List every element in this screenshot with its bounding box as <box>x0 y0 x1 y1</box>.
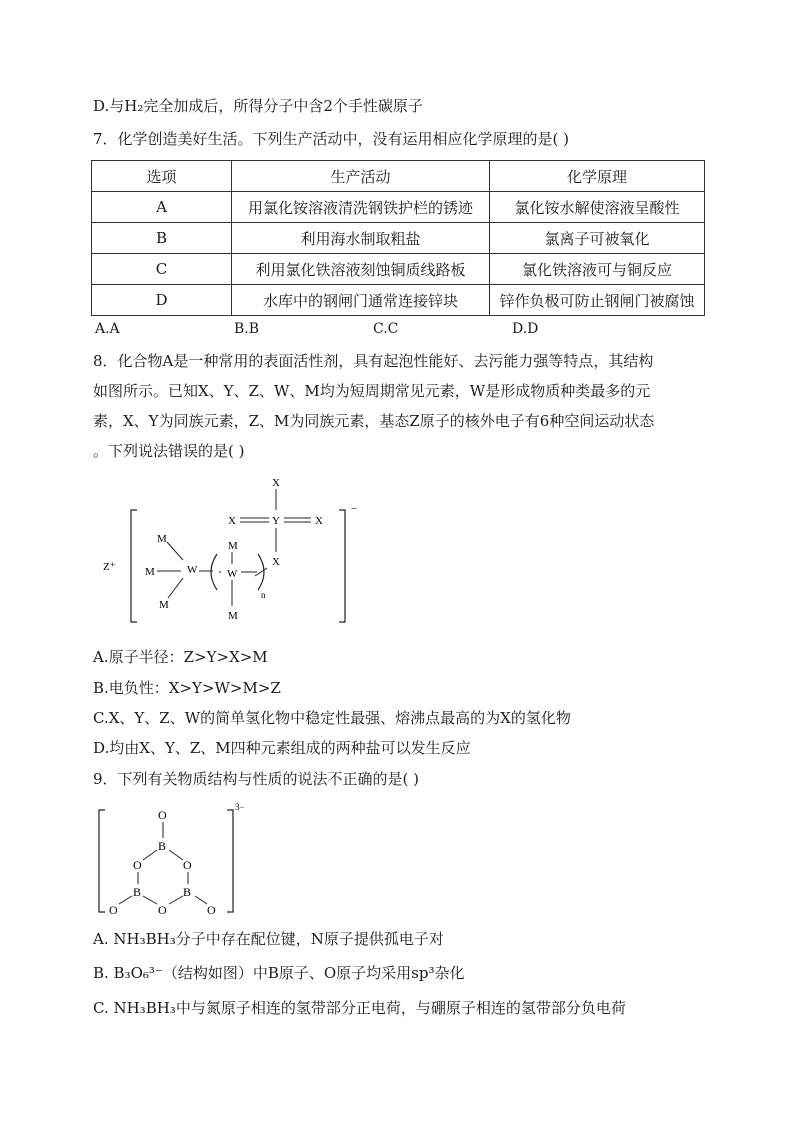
atom-m: M <box>159 599 169 611</box>
q9-structure-diagram <box>95 800 265 920</box>
bond <box>169 896 183 904</box>
q8-structure-diagram <box>95 472 375 632</box>
table-row <box>92 192 705 223</box>
bond <box>119 896 132 904</box>
q8-option-c[interactable]: C.X、Y、Z、W的简单氢化物中稳定性最强、熔沸点最高的为X的氢化物 <box>93 709 571 727</box>
table-header: 化学原理 <box>490 161 705 192</box>
bond <box>167 542 183 560</box>
table-header-row <box>92 161 705 192</box>
right-bracket <box>227 810 233 912</box>
atom-m: M <box>228 540 238 552</box>
table-row <box>92 254 705 285</box>
right-bracket <box>339 510 345 622</box>
paren-left <box>211 554 217 590</box>
atom-x-left: X <box>228 515 236 527</box>
atom-o-bottom: O <box>158 903 167 917</box>
atom-m: M <box>145 566 155 578</box>
bond <box>143 896 157 904</box>
table-header: 生产活动 <box>232 161 490 192</box>
q6-option-d: D.与H₂完全加成后，所得分子中含2个手性碳原子 <box>93 97 423 115</box>
q7-stem: 7．化学创造美好生活。下列生产活动中，没有运用相应化学原理的是( ) <box>93 130 570 148</box>
table-cell: 氯化铵水解使溶液呈酸性 <box>490 192 705 223</box>
bond <box>195 896 207 904</box>
atom-b-top: B <box>158 839 167 853</box>
atom-x-lower: X <box>272 556 280 568</box>
q9-option-b[interactable]: B. B₃O₆³⁻（结构如图）中B原子、O原子均采用sp³杂化 <box>93 964 465 982</box>
q8-stem-line3: 素，X、Y为同族元素，Z、M为同族元素，基态Z原子的核外电子有6种空间运动状态 <box>93 412 655 430</box>
atom-y: Y <box>272 515 280 527</box>
table-cell: 氯离子可被氧化 <box>490 223 705 254</box>
table-cell: A <box>92 192 232 223</box>
choice-a[interactable]: A.A <box>95 321 120 337</box>
charge-label: 3− <box>235 802 245 812</box>
atom-w: W <box>187 564 198 576</box>
bond <box>143 850 157 860</box>
table-cell: 利用氯化铁溶液刻蚀铜质线路板 <box>232 254 490 285</box>
choice-c[interactable]: C.C <box>373 321 399 337</box>
atom-b-left: B <box>133 885 142 899</box>
atom-w: W <box>227 568 238 580</box>
bond <box>169 850 183 860</box>
q8-stem-line2: 如图所示。已知X、Y、Z、W、M均为短周期常见元素，W是形成物质种类最多的元 <box>93 382 651 400</box>
q9-stem: 9．下列有关物质结构与性质的说法不正确的是( ) <box>93 770 420 788</box>
table-cell: C <box>92 254 232 285</box>
table-row <box>92 285 705 316</box>
table-cell: D <box>92 285 232 316</box>
table-cell: 锌作负极可防止钢闸门被腐蚀 <box>490 285 705 316</box>
table-cell: 氯化铁溶液可与铜反应 <box>490 254 705 285</box>
table-cell: B <box>92 223 232 254</box>
atom-b-right: B <box>183 885 192 899</box>
q8-option-b[interactable]: B.电负性：X>Y>W>M>Z <box>93 679 281 697</box>
table-row <box>92 223 705 254</box>
table-cell: 水库中的钢闸门通常连接锌块 <box>232 285 490 316</box>
charge-label: − <box>351 503 358 515</box>
atom-o-terminal: O <box>109 903 118 917</box>
atom-o-ring: O <box>133 858 142 872</box>
bond <box>168 578 183 598</box>
q7-table <box>91 160 705 316</box>
subscript-n: n <box>261 590 266 600</box>
left-bracket <box>131 510 137 622</box>
q9-option-a[interactable]: A. NH₃BH₃分子中存在配位键，N原子提供孤电子对 <box>93 930 444 948</box>
atom-x-top: X <box>272 477 280 489</box>
cation-label: Z⁺ <box>103 561 116 573</box>
choice-b[interactable]: B.B <box>234 321 260 337</box>
q8-option-d[interactable]: D.均由X、Y、Z、M四种元素组成的两种盐可以发生反应 <box>93 739 471 757</box>
table-header: 选项 <box>92 161 232 192</box>
atom-o-terminal: O <box>207 903 216 917</box>
atom-o-top: O <box>158 808 167 822</box>
q8-stem-line4: 。下列说法错误的是( ) <box>93 442 245 460</box>
table-cell: 利用海水制取粗盐 <box>232 223 490 254</box>
table-cell: 用氯化铵溶液清洗钢铁护栏的锈迹 <box>232 192 490 223</box>
atom-x-right: X <box>315 515 323 527</box>
atom-m: M <box>157 533 167 545</box>
left-bracket <box>99 810 105 912</box>
q7-choices <box>95 321 695 337</box>
choice-d[interactable]: D.D <box>512 321 539 337</box>
q8-option-a[interactable]: A.原子半径：Z>Y>X>M <box>93 648 268 666</box>
atom-o-ring: O <box>183 858 192 872</box>
q9-option-c[interactable]: C. NH₃BH₃中与氮原子相连的氢带部分正电荷，与硼原子相连的氢带部分负电荷 <box>93 999 626 1017</box>
atom-m: M <box>228 610 238 622</box>
q8-stem-line1: 8．化合物A是一种常用的表面活性剂，具有起泡性能好、去污能力强等特点，其结构 <box>93 352 654 370</box>
